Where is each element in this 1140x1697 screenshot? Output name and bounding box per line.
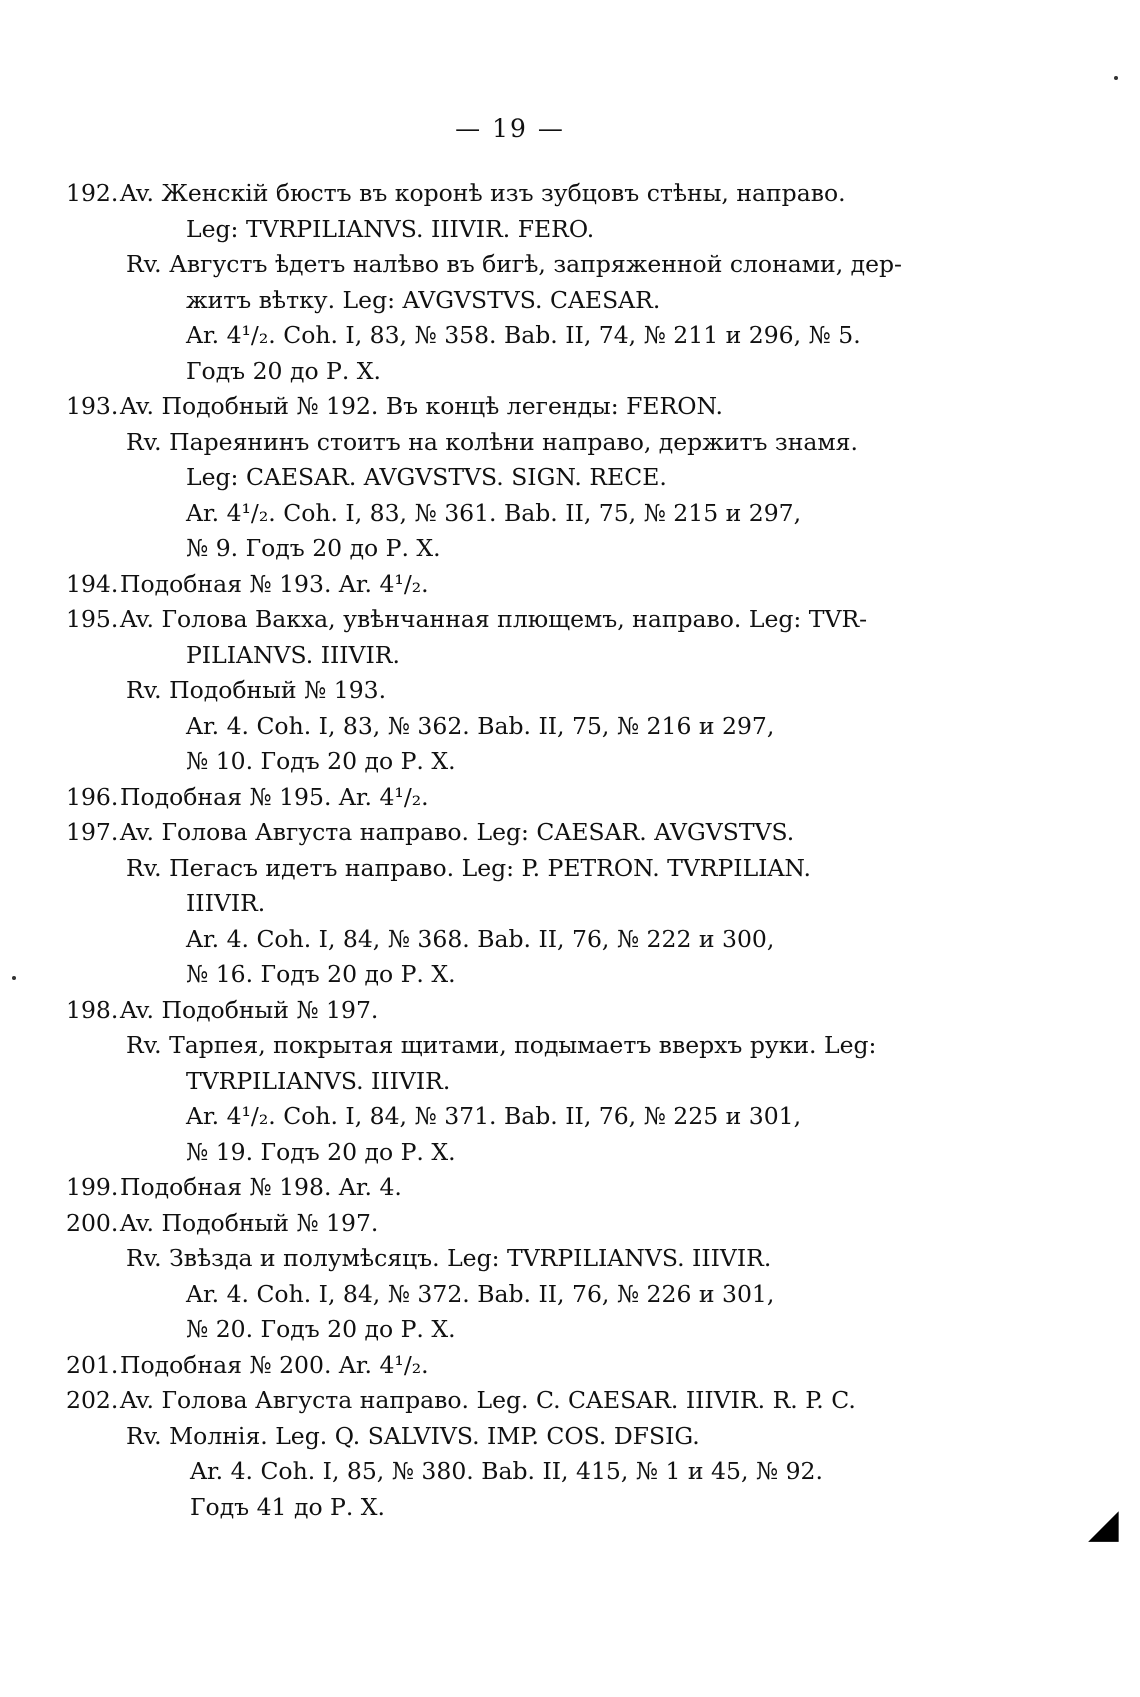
entry-continuation-line — [66, 496, 886, 532]
entry-continuation-line — [66, 709, 886, 745]
corner-triangle-mark: ◢ — [1088, 1501, 1119, 1547]
entry-text: Ar. 4¹/₂. Coh. I, 83, № 361. Bab. II, 75, № 215 и 297, — [186, 498, 802, 527]
entry-text: Годъ 20 до Р. Х. — [186, 356, 382, 385]
entry-text: Rv. Пареянинъ стоитъ на колѣни направо, держитъ знамя. — [126, 427, 858, 456]
entry-text: № 10. Годъ 20 до Р. Х. — [186, 747, 456, 775]
entry-continuation-line — [66, 1064, 886, 1100]
entry-continuation-line — [66, 425, 886, 461]
entry-text: Av. Подобный № 197. — [120, 995, 379, 1024]
entry-text: Av. Подобный № 197. — [120, 1208, 379, 1237]
entry-continuation-line — [66, 1277, 886, 1313]
entry-text: Подобная № 195. Ar. 4¹/₂. — [120, 782, 429, 811]
entry-line — [66, 1383, 886, 1419]
entry-continuation-line — [66, 460, 886, 496]
entry-number: 194. — [66, 569, 119, 598]
entry-text: № 19. Годъ 20 до Р. Х. — [186, 1137, 456, 1166]
entry-text: Av. Голова Вакха, увѣнчанная плющемъ, направо. Leg: TVR- — [120, 605, 868, 633]
entry-text: Rv. Пегасъ идетъ направо. Leg: P. PETRON. TVRPILIAN. — [126, 853, 811, 882]
entry-continuation-line — [66, 638, 886, 674]
entry-number: 202. — [66, 1386, 119, 1414]
entry-text: Ar. 4. Coh. I, 84, № 368. Bab. II, 76, № 222 и 300, — [186, 924, 775, 953]
entry-text: Ar. 4. Coh. I, 83, № 362. Bab. II, 75, № 216 и 297, — [186, 711, 775, 740]
entry-line — [66, 567, 886, 603]
entry-number: 195. — [66, 605, 119, 633]
entry-text: Rv. Подобный № 193. — [126, 676, 387, 704]
entry-line — [66, 780, 886, 816]
entry-text: Leg: CAESAR. AVGVSTVS. SIGN. RECE. — [186, 463, 667, 491]
entry-continuation-line — [66, 531, 886, 567]
entry-number: 200. — [66, 1208, 119, 1237]
entry-line — [66, 1170, 886, 1206]
entry-text: № 20. Годъ 20 до Р. Х. — [186, 1315, 456, 1343]
entry-continuation-line — [66, 922, 886, 958]
entry-continuation-line — [66, 957, 886, 993]
entry-continuation-line — [66, 673, 886, 709]
scan-speck — [12, 976, 16, 980]
entry-text: Подобная № 193. Ar. 4¹/₂. — [120, 569, 429, 598]
entry-line — [66, 993, 886, 1029]
entry-text: Ar. 4¹/₂. Coh. I, 84, № 371. Bab. II, 76, № 225 и 301, — [186, 1102, 802, 1130]
entry-line — [66, 602, 886, 638]
entry-continuation-line — [66, 1135, 886, 1171]
entry-text: TVRPILIANVS. IIIVIR. — [186, 1066, 451, 1095]
catalog-entries — [66, 176, 902, 1525]
entry-continuation-line — [66, 1099, 886, 1135]
scan-speck — [1114, 76, 1118, 80]
entry-continuation-line — [66, 318, 886, 354]
entry-number: 199. — [66, 1173, 119, 1201]
entry-continuation-line — [66, 212, 886, 248]
entry-line — [66, 1206, 886, 1242]
entry-number: 196. — [66, 782, 119, 811]
entry-text: Ar. 4¹/₂. Coh. I, 83, № 358. Bab. II, 74, № 211 и 296, № 5. — [186, 321, 861, 349]
entry-text: Rv. Звѣзда и полумѣсяцъ. Leg: TVRPILIANVS. IIIVIR. — [126, 1244, 772, 1272]
page-number: — 19 — — [455, 114, 565, 143]
entry-continuation-line — [66, 354, 886, 390]
entry-text: PILIANVS. IIIVIR. — [186, 640, 400, 669]
entry-continuation-line — [66, 744, 886, 780]
entry-text: житъ вѣтку. Leg: AVGVSTVS. CAESAR. — [186, 285, 661, 314]
entry-line — [66, 389, 886, 425]
entry-continuation-line — [66, 851, 886, 887]
entry-text: Годъ 41 до Р. Х. — [190, 1492, 386, 1521]
entry-continuation-line — [66, 1419, 886, 1455]
entry-line — [66, 176, 886, 212]
entry-text: IIIVIR. — [186, 889, 266, 917]
entry-text: Подобная № 198. Ar. 4. — [120, 1173, 402, 1201]
entry-text: Av. Женскій бюстъ въ коронѣ изъ зубцовъ стѣны, направо. — [120, 179, 846, 207]
entry-continuation-line — [66, 1454, 886, 1490]
entry-text: Leg: TVRPILIANVS. IIIVIR. FERO. — [186, 214, 595, 243]
entry-text: Av. Голова Августа направо. Leg: CAESAR. AVGVSTVS. — [120, 818, 795, 846]
entry-text: Rv. Тарпея, покрытая щитами, подымаетъ вверхъ руки. Leg: — [126, 1031, 877, 1059]
entry-continuation-line — [66, 1490, 886, 1526]
entry-text: Ar. 4. Coh. I, 84, № 372. Bab. II, 76, № 226 и 301, — [186, 1279, 775, 1308]
entry-number: 197. — [66, 818, 119, 846]
entry-text: Подобная № 200. Ar. 4¹/₂. — [120, 1350, 429, 1379]
entry-text: Rv. Молнія. Leg. Q. SALVIVS. IMP. COS. DFSIG. — [126, 1421, 700, 1450]
entry-continuation-line — [66, 1241, 886, 1277]
entry-number: 192. — [66, 179, 119, 207]
entry-continuation-line — [66, 247, 902, 283]
entry-continuation-line — [66, 1312, 886, 1348]
entry-line — [66, 815, 886, 851]
entry-continuation-line — [66, 886, 886, 922]
entry-number: 193. — [66, 392, 119, 420]
entry-line — [66, 1348, 886, 1384]
entry-text: Rv. Августъ ѣдетъ налѣво въ бигѣ, запряженной слонами, дер- — [126, 250, 902, 278]
entry-number: 201. — [66, 1350, 119, 1379]
entry-text: Av. Подобный № 192. Въ концѣ легенды: FERON. — [120, 392, 724, 420]
entry-text: Ar. 4. Coh. I, 85, № 380. Bab. II, 415, № 1 и 45, № 92. — [190, 1457, 823, 1485]
entry-text: № 16. Годъ 20 до Р. Х. — [186, 960, 456, 988]
entry-continuation-line — [66, 283, 886, 319]
entry-text: Av. Голова Августа направо. Leg. C. CAESAR. IIIVIR. R. P. C. — [120, 1386, 856, 1414]
entry-number: 198. — [66, 995, 119, 1024]
entry-text: № 9. Годъ 20 до Р. Х. — [186, 534, 441, 562]
entry-continuation-line — [66, 1028, 886, 1064]
